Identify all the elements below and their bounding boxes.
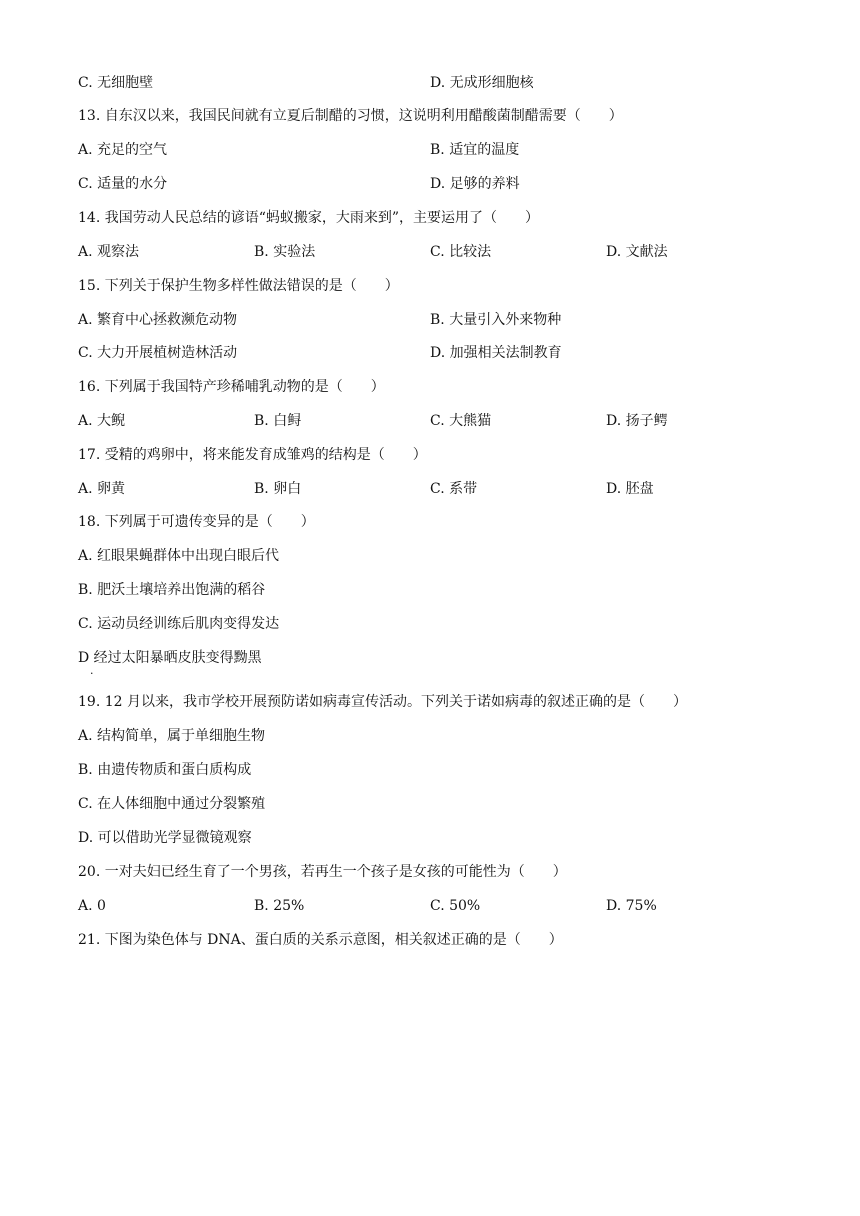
option-c: C. 无细胞壁 [78,75,154,91]
q13-option-d: D. 足够的养料 [430,176,520,192]
q16-option-c: C. 大熊猫 [430,413,492,429]
question-13-stem: 13. 自东汉以来，我国民间就有立夏后制醋的习惯，这说明利用醋酸菌制醋需要（ ） [78,108,623,124]
question-14-stem: 14. 我国劳动人民总结的谚语“蚂蚁搬家，大雨来到”，主要运用了（ ） [78,210,540,226]
q17-option-a: A. 卵黄 [78,481,126,497]
q20-option-c: C. 50% [430,898,481,914]
q16-option-a: A. 大鲵 [78,413,126,429]
question-17-stem: 17. 受精的鸡卵中，将来能发育成雏鸡的结构是（ ） [78,447,427,463]
q19-option-b: B. 由遗传物质和蛋白质构成 [78,762,252,778]
q16-option-d: D. 扬子鳄 [606,413,668,429]
q14-option-b: B. 实验法 [254,244,316,260]
q19-option-d: D. 可以借助光学显微镜观察 [78,830,252,846]
q15-option-c: C. 大力开展植树造林活动 [78,345,238,361]
q18-option-a: A. 红眼果蝇群体中出现白眼后代 [78,548,280,564]
q18-option-c: C. 运动员经训练后肌肉变得发达 [78,616,280,632]
question-18-stem: 18. 下列属于可遗传变异的是（ ） [78,514,315,530]
q15-option-b: B. 大量引入外来物种 [430,312,562,328]
q19-option-a: A. 结构简单，属于单细胞生物 [78,728,266,744]
q16-option-b: B. 白鲟 [254,413,302,429]
q13-option-c: C. 适量的水分 [78,176,168,192]
q14-option-d: D. 文献法 [606,244,668,260]
q13-option-a: A. 充足的空气 [78,142,168,158]
q17-option-c: C. 系带 [430,481,478,497]
q18-option-b: B. 肥沃土壤培养出饱满的稻谷 [78,582,266,598]
q17-option-b: B. 卵白 [254,481,302,497]
question-21-stem: 21. 下图为染色体与 DNA、蛋白质的关系示意图，相关叙述正确的是（ ） [78,932,563,948]
q19-option-c: C. 在人体细胞中通过分裂繁殖 [78,796,266,812]
q20-option-b: B. 25% [254,898,305,914]
q20-option-a: A. 0 [78,898,106,914]
q17-option-d: D. 胚盘 [606,481,654,497]
question-20-stem: 20. 一对夫妇已经生育了一个男孩，若再生一个孩子是女孩的可能性为（ ） [78,864,567,880]
question-16-stem: 16. 下列属于我国特产珍稀哺乳动物的是（ ） [78,379,385,395]
q14-option-c: C. 比较法 [430,244,492,260]
q18-option-d: D 经过太阳暴晒皮肤变得黝黑 [78,650,262,666]
q15-option-d: D. 加强相关法制教育 [430,345,562,361]
q15-option-a: A. 繁育中心拯救濒危动物 [78,312,238,328]
question-15-stem: 15. 下列关于保护生物多样性做法错误的是（ ） [78,278,399,294]
q13-option-b: B. 适宜的温度 [430,142,520,158]
q14-option-a: A. 观察法 [78,244,140,260]
q20-option-d: D. 75% [606,898,657,914]
stray-dot: · [90,667,94,680]
option-d: D. 无成形细胞核 [430,75,534,91]
question-19-stem: 19. 12 月以来，我市学校开展预防诺如病毒宣传活动。下列关于诺如病毒的叙述正确的是（ ） [78,694,687,710]
